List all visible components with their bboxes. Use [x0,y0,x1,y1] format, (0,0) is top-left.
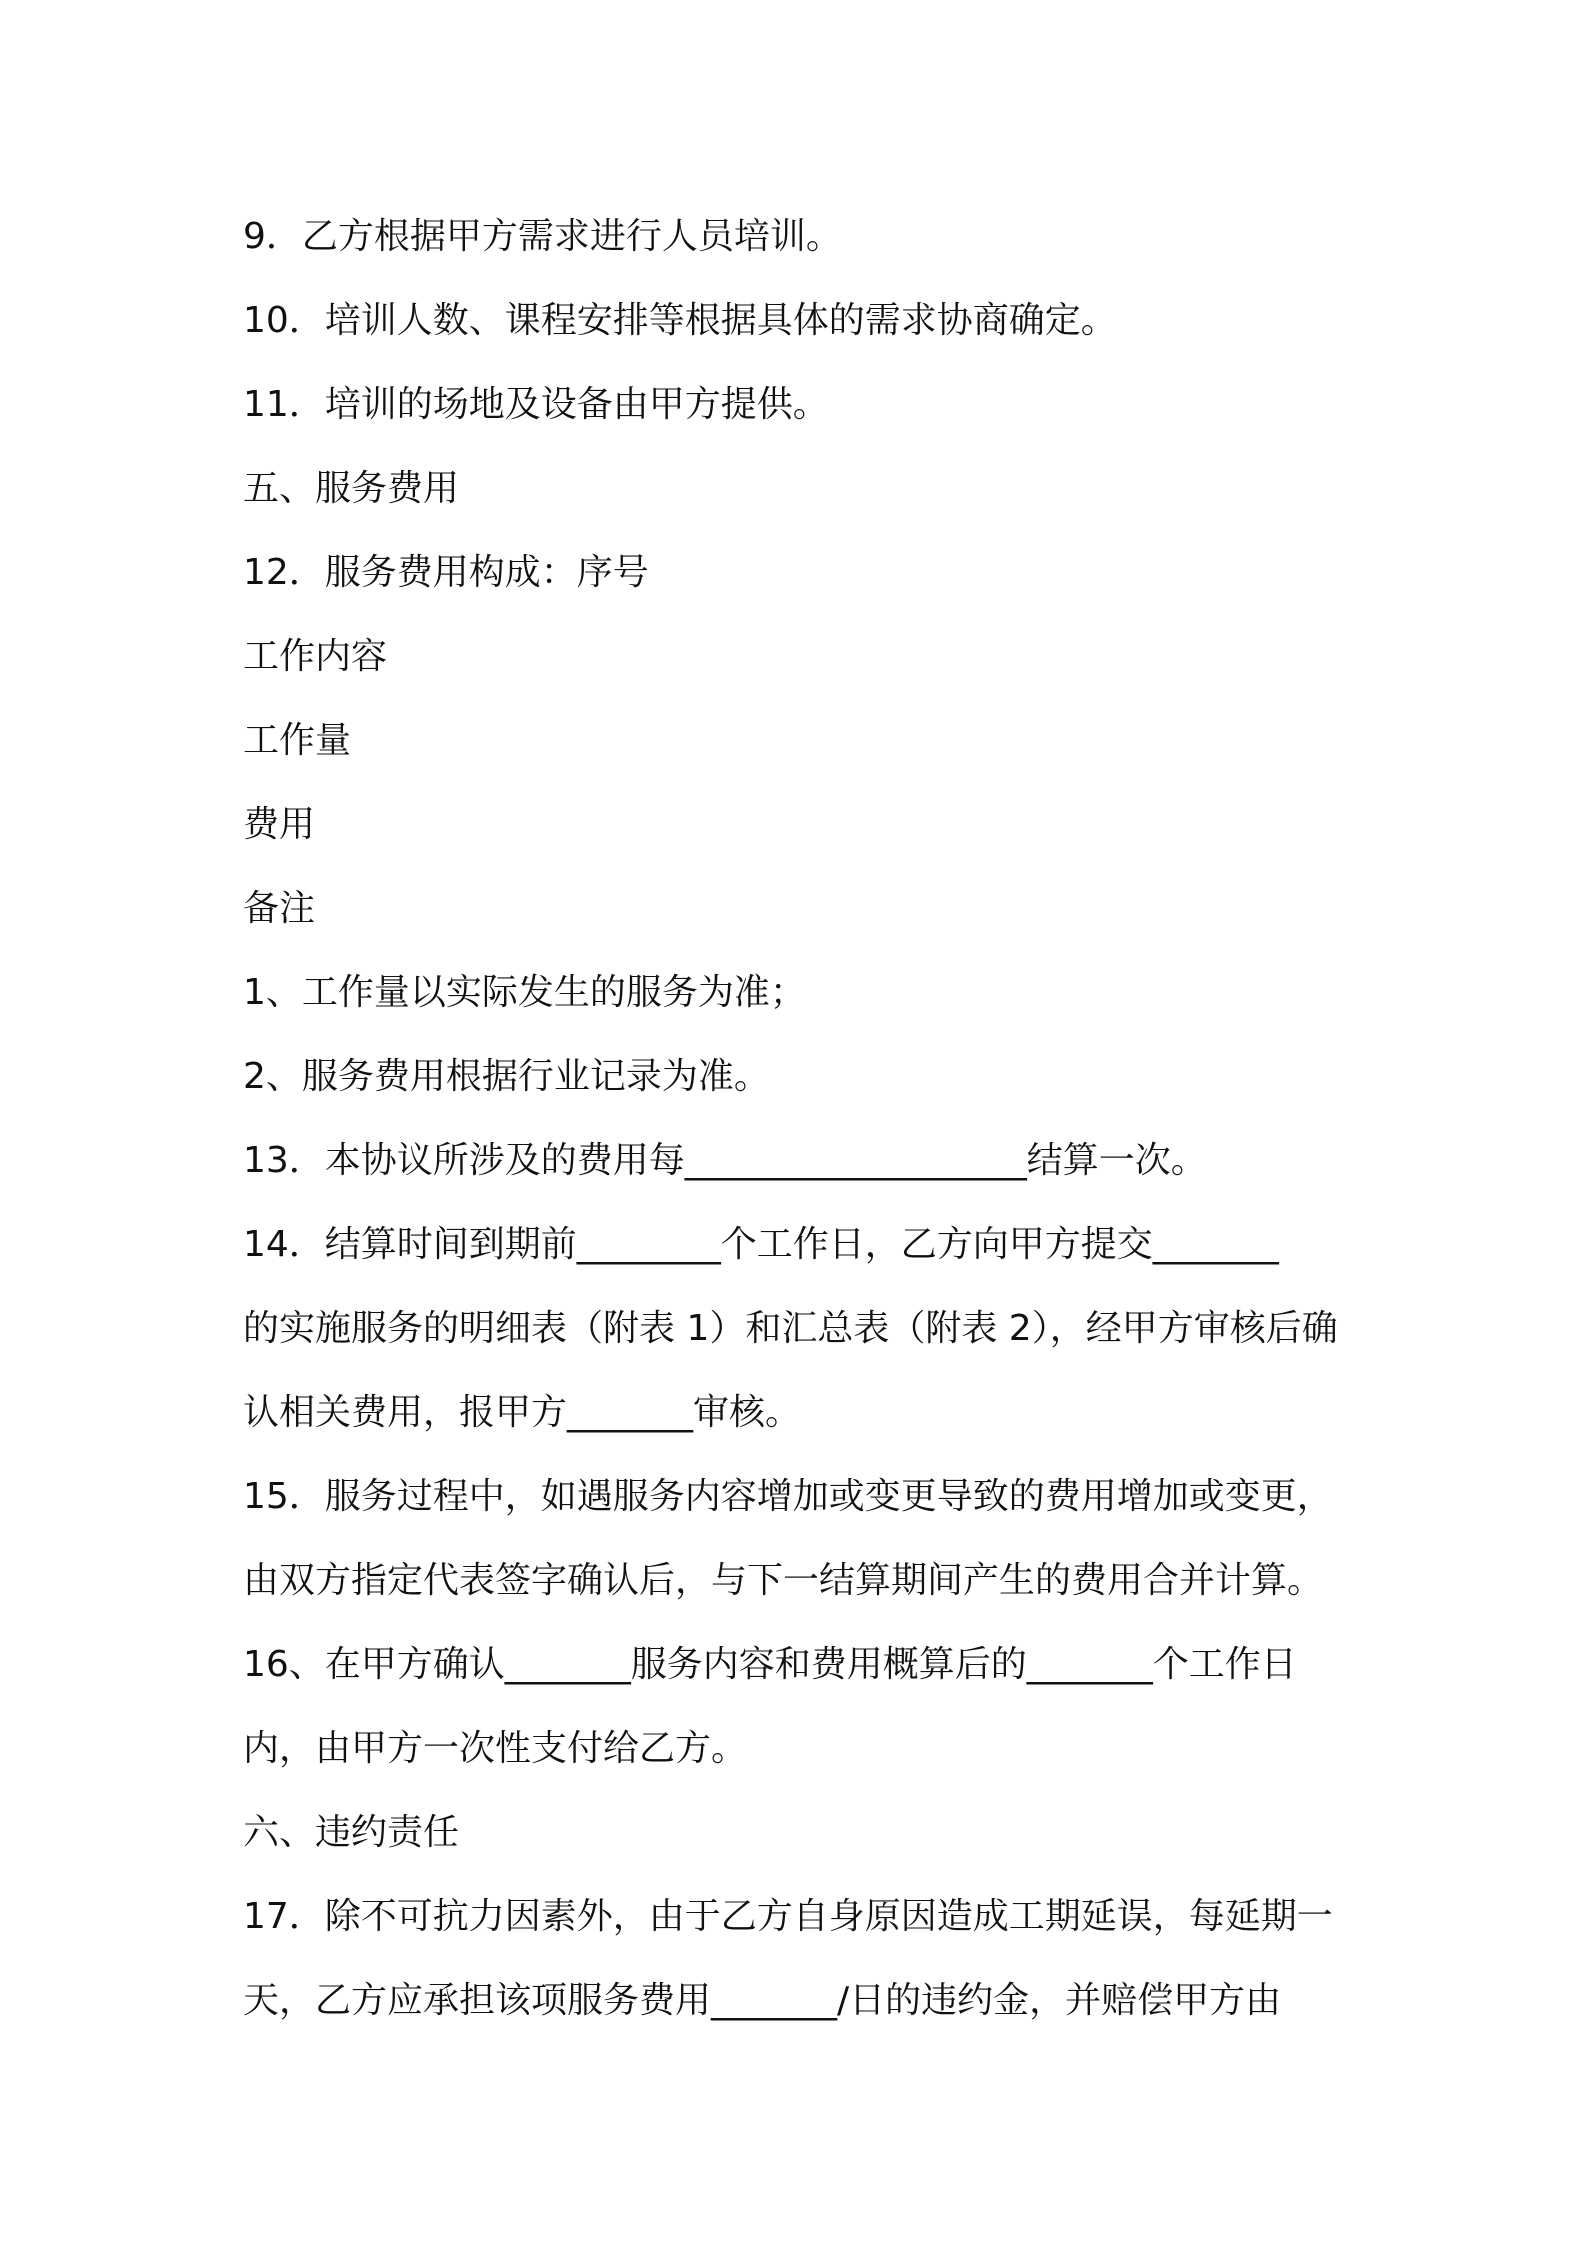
text-line-note-2: 2、服务费用根据行业记录为准。 [243,1056,770,1097]
text-line-item-14-cont-1: 的实施服务的明细表（附表 1）和汇总表（附表 2），经甲方审核后确 [243,1308,1338,1349]
section-heading-liability: 六、违约责任 [243,1812,460,1853]
text-line-item-17-cont: 天，乙方应承担该项服务费用_______/日的违约金，并赔偿甲方由 [243,1980,1282,2021]
text-line-workload: 工作量 [243,720,352,761]
section-heading-service-fees: 五、服务费用 [243,468,460,509]
text-line-item-11: 11．培训的场地及设备由甲方提供。 [243,384,829,425]
text-line-remarks: 备注 [243,888,316,929]
text-line-item-10: 10．培训人数、课程安排等根据具体的需求协商确定。 [243,300,1117,341]
text-line-fee: 费用 [243,804,316,845]
text-line-item-15: 15．服务过程中，如遇服务内容增加或变更导致的费用增加或变更， [243,1476,1333,1517]
text-line-item-14-cont-2: 认相关费用，报甲方_______审核。 [243,1392,802,1433]
text-line-item-12: 12．服务费用构成：序号 [243,552,649,593]
text-line-item-9: 9．乙方根据甲方需求进行人员培训。 [243,216,842,257]
text-line-work-content: 工作内容 [243,636,388,677]
text-line-item-14: 14．结算时间到期前________个工作日，乙方向甲方提交_______ [243,1224,1279,1265]
document-body [243,195,1363,2043]
text-line-item-17: 17．除不可抗力因素外，由于乙方自身原因造成工期延误，每延期一 [243,1896,1333,1937]
text-line-item-15-cont: 由双方指定代表签字确认后，与下一结算期间产生的费用合并计算。 [243,1560,1324,1601]
text-line-note-1: 1、工作量以实际发生的服务为准； [243,972,806,1013]
text-line-item-16-cont: 内，由甲方一次性支付给乙方。 [243,1728,748,1769]
text-line-item-13: 13．本协议所涉及的费用每___________________结算一次。 [243,1140,1207,1181]
text-line-item-16: 16、在甲方确认_______服务内容和费用概算后的_______个工作日 [243,1644,1297,1685]
